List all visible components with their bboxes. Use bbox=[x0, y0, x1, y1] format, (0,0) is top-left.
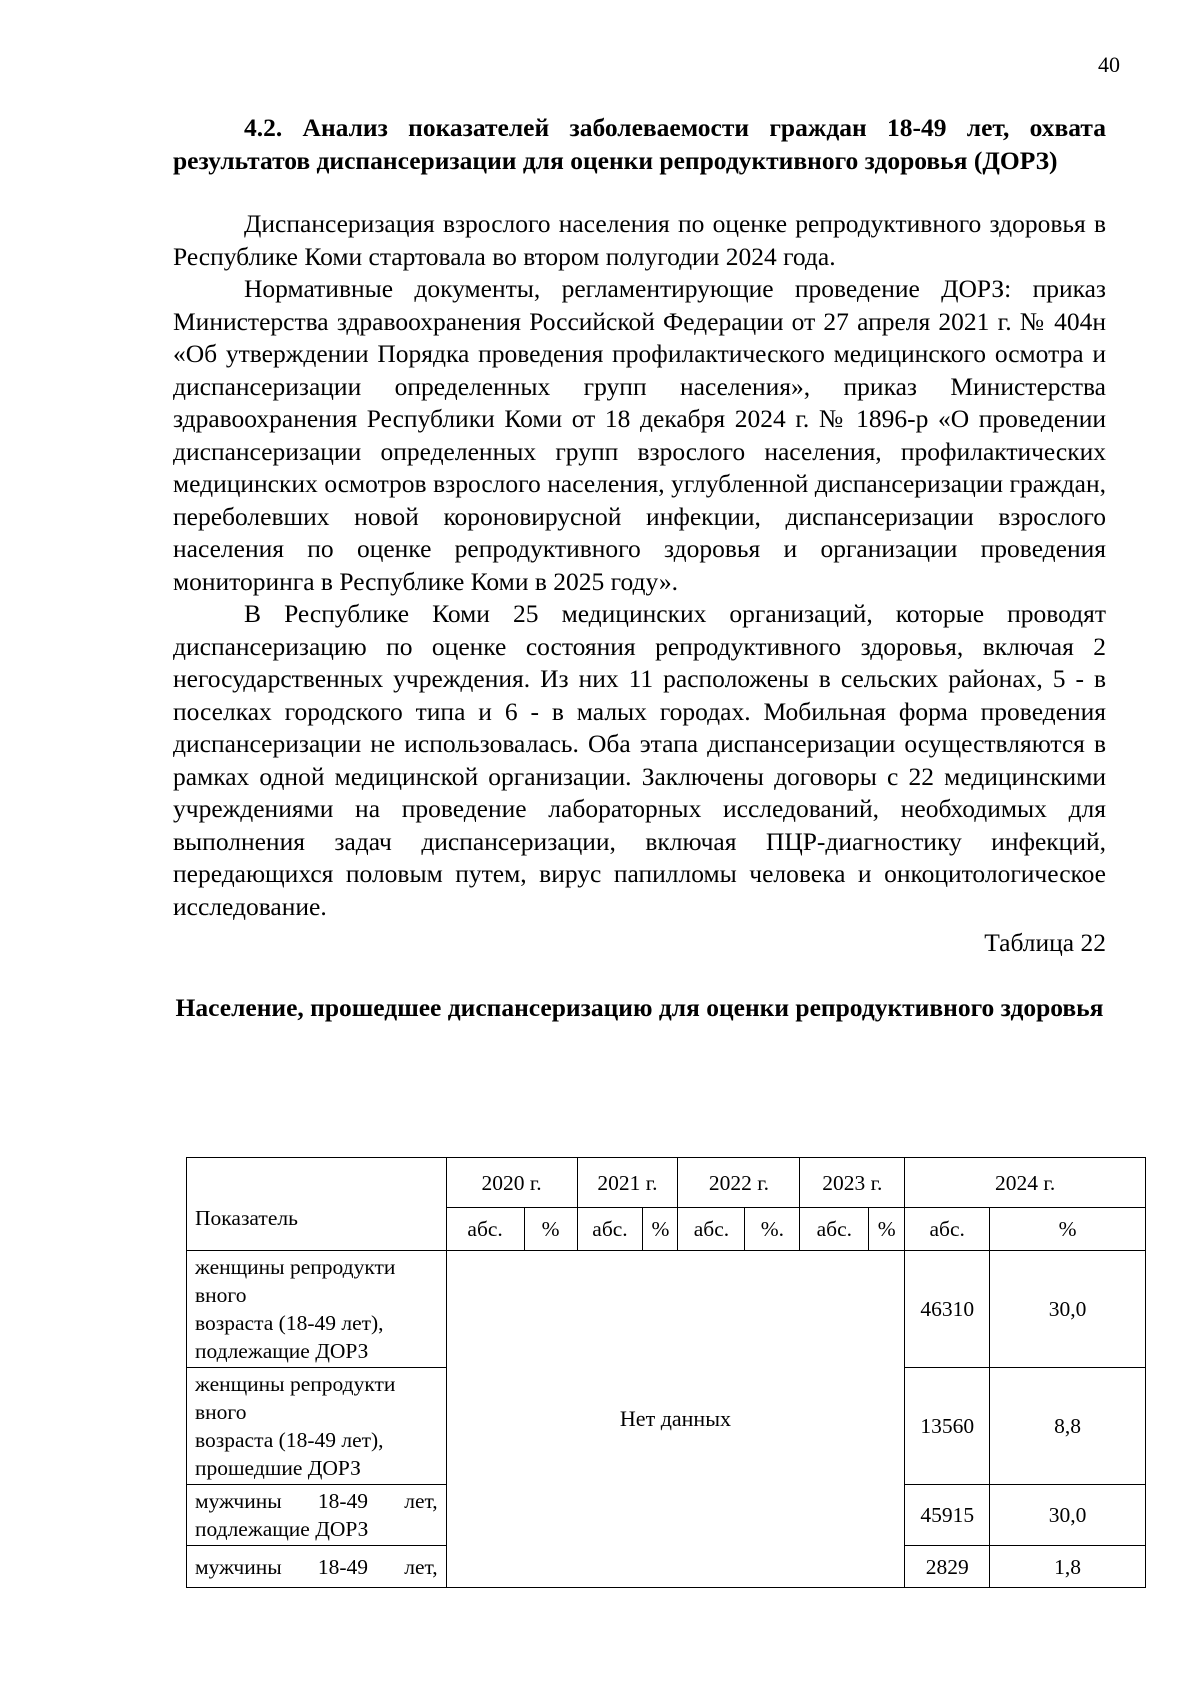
abs-value: 2829 bbox=[905, 1546, 990, 1588]
no-data-cell: Нет данных bbox=[446, 1251, 905, 1588]
subheader-cell: % bbox=[990, 1208, 1146, 1251]
subheader-cell: абс. bbox=[577, 1208, 643, 1251]
paragraph-1: Диспансеризация взрослого населения по оценке репродуктивного здоровья в Республике Коми стартовала во втором полугодии 2024 года. bbox=[173, 209, 1106, 271]
subheader-cell: абс. bbox=[446, 1208, 524, 1251]
label-line: мужчины 18-49 лет, bbox=[195, 1554, 438, 1579]
page-number: 40 bbox=[1098, 52, 1120, 77]
subheader-cell: % bbox=[869, 1208, 905, 1251]
subheader-cell: % bbox=[524, 1208, 577, 1251]
label-line: подлежащие ДОРЗ bbox=[195, 1339, 369, 1363]
pct-value: 1,8 bbox=[990, 1546, 1146, 1588]
table-title: Население, прошедшее диспансеризацию для оценки репродуктивного здоровья bbox=[175, 992, 1104, 1022]
year-header: 2024 г. bbox=[905, 1158, 1146, 1208]
pct-value: 8,8 bbox=[990, 1368, 1146, 1485]
screening-table bbox=[186, 1157, 1146, 1588]
subheader-cell: абс. bbox=[678, 1208, 745, 1251]
year-header: 2022 г. bbox=[678, 1158, 800, 1208]
label-line: женщины репродукти bbox=[195, 1372, 396, 1396]
subheader-cell: %. bbox=[745, 1208, 800, 1251]
label-line: возраста (18-49 лет), bbox=[195, 1311, 384, 1335]
year-header: 2020 г. bbox=[446, 1158, 577, 1208]
pct-value: 30,0 bbox=[990, 1251, 1146, 1368]
paragraph-3: В Республике Коми 25 медицинских организаций, которые проводят диспансеризацию по оценке состояния репродуктивного здоровья, включая 2 негосударственных учреждения. Из них 11 расположены в сельских районах, 5 - в поселках городского типа и 6 - в малых городах. Мобильная форма проведения диспансеризации не использовалась. Оба этапа диспансеризации осуществляются в рамках одной медицинской организации. Заключены договоры с 22 медицинскими учреждениями на проведение лабораторных исследований, необходимых для выполнения задач диспансеризации, включая ПЦР-диагностику инфекций, передающихся половым путем, вирус папилломы человека и онкоцитологическое исследование. bbox=[173, 599, 1106, 921]
table-header-row bbox=[187, 1158, 1146, 1208]
subheader-cell: % bbox=[643, 1208, 678, 1251]
pct-value: 30,0 bbox=[990, 1485, 1146, 1546]
abs-value: 46310 bbox=[905, 1251, 990, 1368]
row-label bbox=[187, 1546, 447, 1588]
indicator-header: Показатель bbox=[187, 1158, 447, 1251]
row-label bbox=[187, 1485, 447, 1546]
document-body bbox=[173, 112, 1106, 1024]
label-line: женщины репродукти bbox=[195, 1255, 396, 1279]
label-line: мужчины 18-49 лет, bbox=[195, 1489, 438, 1513]
row-label bbox=[187, 1251, 447, 1368]
label-line: прошедшие ДОРЗ bbox=[195, 1456, 361, 1480]
subheader-cell: абс. bbox=[800, 1208, 869, 1251]
table-row bbox=[187, 1251, 1146, 1368]
label-line: подлежащие ДОРЗ bbox=[195, 1517, 369, 1541]
abs-value: 13560 bbox=[905, 1368, 990, 1485]
label-line: вного bbox=[195, 1283, 247, 1307]
table-caption: Таблица 22 bbox=[984, 928, 1106, 957]
paragraph-2: Нормативные документы, регламентирующие проведение ДОРЗ: приказ Министерства здравоохранения Российской Федерации от 27 апреля 2021 г. № 404н «Об утверждении Порядка проведения профилактического медицинского осмотра и диспансеризации определенных групп населения», приказ Министерства здравоохранения Республики Коми от 18 декабря 2024 г. № 1896-р «О проведении диспансеризации определенных групп взрослого населения, профилактических медицинских осмотров взрослого населения, углубленной диспансеризации граждан, переболевших новой короновирусной инфекции, диспансеризации взрослого населения по оценке репродуктивного здоровья и организации проведения мониторинга в Республике Коми в 2025 году». bbox=[173, 274, 1106, 596]
subheader-cell: абс. bbox=[905, 1208, 990, 1251]
abs-value: 45915 bbox=[905, 1485, 990, 1546]
year-header: 2021 г. bbox=[577, 1158, 678, 1208]
label-line: возраста (18-49 лет), bbox=[195, 1428, 384, 1452]
row-label bbox=[187, 1368, 447, 1485]
year-header: 2023 г. bbox=[800, 1158, 905, 1208]
label-line: вного bbox=[195, 1400, 247, 1424]
section-heading: 4.2. Анализ показателей заболеваемости граждан 18-49 лет, охвата результатов диспансеризации для оценки репродуктивного здоровья (ДОРЗ) bbox=[173, 113, 1106, 175]
